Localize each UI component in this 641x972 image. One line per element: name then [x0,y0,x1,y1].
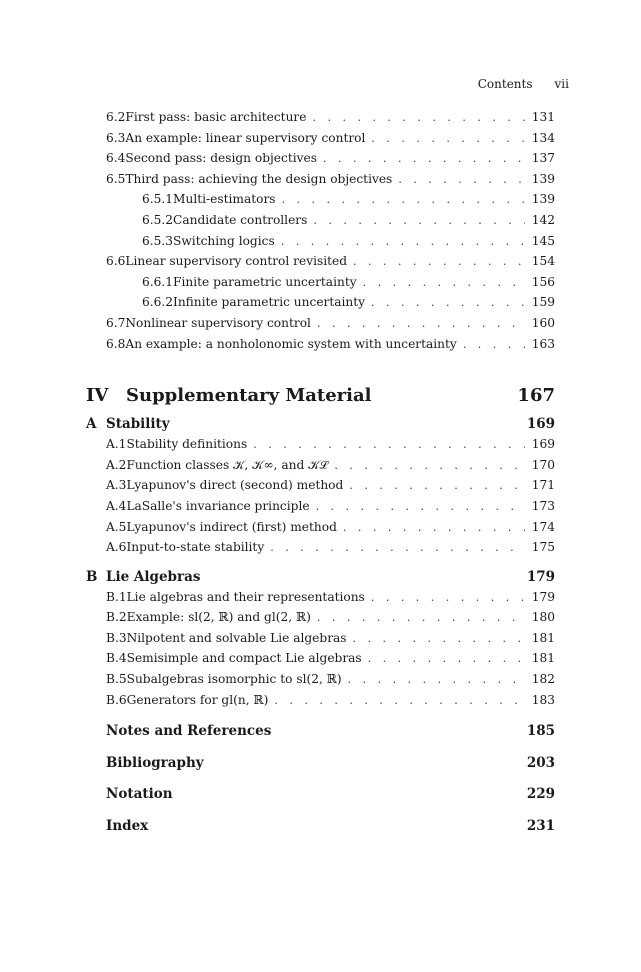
leader-dots [353,632,525,645]
toc-entry-6-5-3[interactable] [86,234,555,255]
section-number: B.5 [106,672,127,687]
section-number: B.6 [106,692,127,707]
page-number: 179 [531,589,555,604]
section-number: 6.2 [106,110,126,124]
subsection-title: Finite parametric uncertainty [173,274,357,289]
page-number: 142 [531,212,555,227]
page-number: 173 [531,498,555,513]
page-number: 163 [531,336,555,351]
section-title: An example: linear supervisory control [125,130,366,145]
page-number: 131 [531,110,555,124]
section-number: 6.4 [106,151,126,166]
appendix-page-number: 179 [526,568,555,585]
page-number: 171 [531,478,555,493]
section-number: 6.7 [106,315,126,330]
leader-dots [371,296,525,309]
section-title: Nilpotent and solvable Lie algebras [126,630,347,645]
page-number: 139 [531,192,555,207]
section-number: B.1 [106,589,127,604]
leader-dots [348,673,525,686]
leader-dots [281,235,525,248]
leader-dots [312,111,525,124]
leader-dots [253,438,525,451]
page-number: 231 [526,817,555,834]
toc-entry-bibliography[interactable] [86,755,555,787]
appendix-a [86,416,555,561]
toc-entry-index[interactable] [86,818,555,850]
page-number: 154 [531,254,555,269]
running-head-label: Contents [477,77,533,91]
appendix-b [86,569,555,714]
subsection-title: Multi-estimators [173,192,276,207]
toc-entry-6-6[interactable] [86,254,555,275]
page-number: 174 [531,519,555,534]
back-matter-title: Index [106,817,149,834]
section-title: Subalgebras isomorphic to sl(2, ℝ) [126,672,342,687]
toc-entry-a-2[interactable] [86,458,555,479]
toc-entry-6-5-1[interactable] [86,192,555,213]
page-number: 183 [531,692,555,707]
toc-entry-6-5-2[interactable] [86,213,555,234]
section-number: 6.8 [106,336,126,351]
page-number: 229 [526,786,555,803]
subsection-number: 6.5.1 [142,192,174,207]
leader-dots [368,652,525,665]
appendix-heading[interactable] [86,416,555,437]
section-title: Second pass: design objectives [125,151,317,166]
section-title: Example: sl(2, ℝ) and gl(2, ℝ) [126,610,311,625]
leader-dots [317,611,525,624]
subsection-title: Infinite parametric uncertainty [173,295,366,310]
toc-entry-b-5[interactable] [86,672,555,693]
part-heading-text [86,385,372,406]
section-title: Stability definitions [126,437,248,452]
leader-dots [313,214,525,227]
leader-dots [398,173,525,186]
section-number: 6.3 [106,130,126,145]
appendix-heading-text [86,416,170,432]
page-number: 203 [526,754,555,771]
toc-entry-a-5[interactable] [86,520,555,541]
toc-entry-a-3[interactable] [86,478,555,499]
subsection-title: Switching logics [173,233,275,248]
section-title: LaSalle's invariance principle [126,498,310,513]
page-number: 180 [531,610,555,625]
leader-dots [349,479,525,492]
section-number: 6.6 [106,254,126,269]
toc-entry-6-6-2[interactable] [86,295,555,316]
toc-entry-b-2[interactable] [86,610,555,631]
appendix-page-number: 169 [526,416,555,433]
back-matter-title: Notes and References [106,723,272,740]
leader-dots [371,132,525,145]
back-matter-title: Bibliography [106,754,204,771]
toc-entry-6-5[interactable] [86,172,555,193]
toc-entry-notation[interactable] [86,786,555,818]
page-number: 137 [531,151,555,166]
page-number: 139 [531,171,555,186]
back-matter-title: Notation [106,786,173,803]
leader-dots [363,276,525,289]
section-title: An example: a nonholonomic system with uncertainty [125,336,457,351]
section-title: Input-to-state stability [126,540,265,555]
leader-dots [282,193,525,206]
leader-dots [270,541,525,554]
toc-entry-b-1[interactable] [86,590,555,611]
section-title: Lie algebras and their representations [126,589,365,604]
appendix-heading[interactable] [86,569,555,590]
toc-entry-6-7[interactable] [86,316,555,337]
toc-entry-a-4[interactable] [86,499,555,520]
page-number: 182 [531,672,555,687]
toc-entry-6-8[interactable] [86,337,555,358]
leader-dots [323,152,525,165]
appendix-letter: B [86,568,98,585]
page-number: 134 [531,130,555,145]
section-title: Lyapunov's indirect (first) method [126,519,337,534]
leader-dots [334,459,525,472]
appendix-title: Lie Algebras [106,568,201,585]
page-number: 181 [531,630,555,645]
part-number: IV [86,385,109,407]
page-number: 160 [531,315,555,330]
section-title: Third pass: achieving the design objectives [125,171,393,186]
part-page-number: 167 [517,385,555,407]
toc-entry-6-4[interactable] [86,151,555,172]
section-title: First pass: basic architecture [125,110,307,124]
section-number: A.6 [106,540,127,555]
section-number: A.2 [106,457,127,472]
chapter-6-continued-sections [86,110,555,357]
page-number: 170 [531,457,555,472]
part-heading[interactable] [86,385,555,406]
leader-dots [274,694,525,707]
section-title: Nonlinear supervisory control [125,315,311,330]
toc-entry-6-6-1[interactable] [86,275,555,296]
leader-dots [316,500,525,513]
appendix-letter: A [86,416,97,433]
toc-entry-6-3[interactable] [86,131,555,152]
section-number: B.2 [106,610,127,625]
leader-dots [463,338,525,351]
page-number: 185 [526,723,555,740]
running-head [478,77,569,91]
toc-entry-b-4[interactable] [86,651,555,672]
toc-entry-b-3[interactable] [86,631,555,652]
page-number: 145 [531,233,555,248]
subsection-number: 6.6.2 [142,295,174,310]
section-number: B.3 [106,630,127,645]
section-number: A.4 [106,498,127,513]
subsection-number: 6.5.2 [142,212,174,227]
section-title: Lyapunov's direct (second) method [126,478,344,493]
section-number: B.4 [106,651,127,666]
leader-dots [353,255,525,268]
toc-entry-notes-and-references[interactable] [86,723,555,755]
leader-dots [371,591,525,604]
section-title: Linear supervisory control revisited [125,254,348,269]
running-head-page-number: vii [554,77,569,91]
page-number: 159 [531,295,555,310]
appendix-heading-text [86,569,200,585]
section-title: Function classes 𝒦, 𝒦∞, and 𝒦ℒ [126,457,329,472]
leader-dots [343,521,525,534]
table-of-contents [86,110,555,849]
subsection-title: Candidate controllers [173,212,308,227]
page-number: 169 [531,437,555,452]
appendix-title: Stability [106,416,170,433]
page-number: 181 [531,651,555,666]
section-number: A.3 [106,478,127,493]
toc-entry-6-2[interactable] [86,110,555,131]
section-number: 6.5 [106,171,126,186]
part-title: Supplementary Material [126,385,372,407]
subsection-number: 6.6.1 [142,274,174,289]
page-number: 156 [531,274,555,289]
section-title: Semisimple and compact Lie algebras [126,651,362,666]
leader-dots [317,317,525,330]
toc-entry-a-6[interactable] [86,540,555,561]
section-number: A.5 [106,519,127,534]
toc-entry-a-1[interactable] [86,437,555,458]
page-number: 175 [531,540,555,555]
section-number: A.1 [106,437,127,452]
subsection-number: 6.5.3 [142,233,174,248]
toc-entry-b-6[interactable] [86,693,555,714]
section-title: Generators for gl(n, ℝ) [126,692,269,707]
